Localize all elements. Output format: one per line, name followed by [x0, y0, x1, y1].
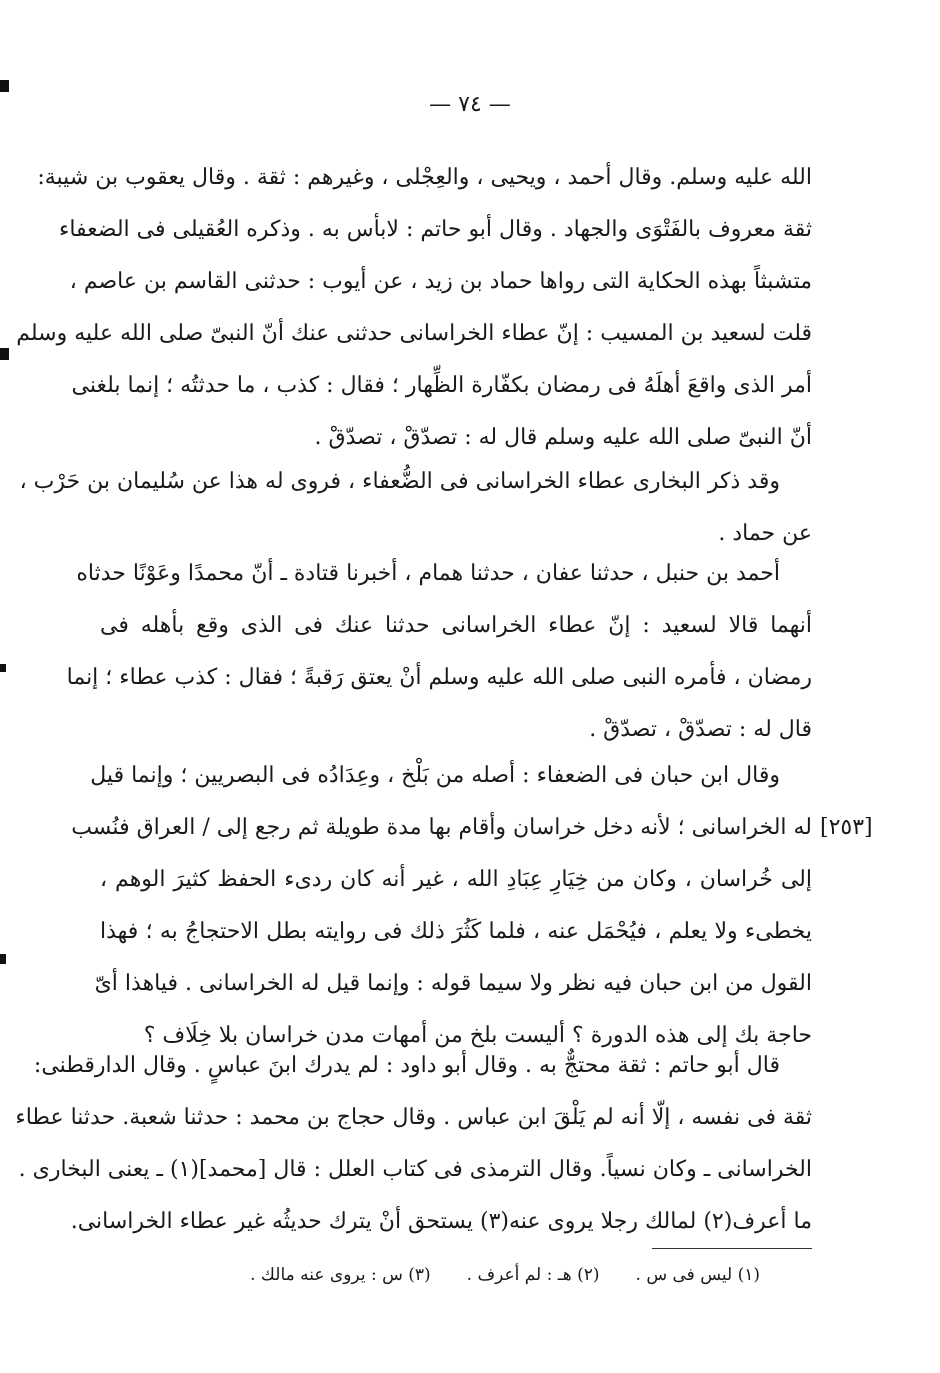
text-line: متشبثاً بهذه الحكاية التى رواها حماد بن زيد ، عن أيوب : حدثنى القاسم بن عاصم ، [69, 269, 812, 294]
text-line: قال له : تصدّقْ ، تصدّقْ . [589, 717, 812, 742]
text-line: قال أبو حاتم : ثقة محتجٌّ به . وقال أبو داود : لم يدرك ابنَ عباسٍ . وقال الدارقطنى: [33, 1053, 780, 1078]
text-line: له الخراسانى ؛ لأنه دخل خراسان وأقام بها مدة طويلة ثم رجع إلى / العراق فنُسب [71, 815, 812, 840]
text-line: أمر الذى واقعَ أهلَهُ فى رمضان بكفّارة الظِّهار ؛ فقال : كذب ، ما حدثتُه ؛ إنما بلغنى [71, 373, 812, 398]
page-number: — ٧٤ — [429, 92, 511, 117]
text-line: القول من ابن حبان فيه نظر ولا سيما قوله : وإنما قيل له الخراسانى . فياهذا أىّ [94, 971, 812, 996]
text-line: أنّ النبىّ صلى الله عليه وسلم قال له : تصدّقْ ، تصدّقْ . [314, 425, 812, 450]
scan-edge-mark [0, 348, 9, 360]
footnote-item: (١) ليس فى س . [635, 1265, 760, 1285]
footnote-divider [652, 1248, 812, 1249]
text-line: الخراسانى ـ وكان نسياً. وقال الترمذى فى كتاب العلل : قال [محمد](١) ـ يعنى البخارى . [18, 1157, 812, 1182]
text-line: ثقة معروف بالفَتْوَى والجهاد . وقال أبو حاتم : لابأس به . وذكره العُقيلى فى الضعفاء [58, 217, 812, 242]
paragraph-5 [15, 1040, 812, 1248]
footnotes [190, 1258, 760, 1292]
text-line: أنهما قالا لسعيد : إنّ عطاء الخراسانى حدثنا عنك فى الذى وقع بأهله فى [100, 613, 812, 638]
footnote-item: (٣) س : يروى عنه مالك . [250, 1265, 431, 1285]
text-line: حاجة بك إلى هذه الدورة ؟ أليست بلخ من أمهات مدن خراسان بلا خِلَاف ؟ [143, 1023, 812, 1048]
scan-edge-mark [0, 80, 9, 92]
margin-page-reference: [٢٥٣] [820, 815, 873, 840]
text-line: رمضان ، فأمره النبى صلى الله عليه وسلم أنْ يعتق رَقبةً ؛ فقال : كذب عطاء ؛ إنما [66, 665, 812, 690]
scan-edge-mark [0, 954, 6, 964]
text-line: قلت لسعيد بن المسيب : إنّ عطاء الخراسانى حدثنى عنك أنّ النبىّ صلى الله عليه وسلم [16, 321, 812, 346]
paragraph-1 [16, 152, 812, 464]
scan-edge-mark [0, 664, 6, 672]
text-line: ما أعرف(٢) لمالك رجلا يروى عنه(٣) يستحق أنْ يترك حديثُه غير عطاء الخراسانى. [70, 1209, 812, 1234]
paragraph-2 [19, 456, 812, 560]
paragraph-3 [66, 548, 812, 756]
text-line: يخطىء ولا يعلم ، فيُحْمَل عنه ، فلما كَثُرَ ذلك فى روايته بطل الاحتجاجُ به ؛ فهذا [100, 919, 812, 944]
paragraph-4 [71, 750, 812, 1062]
text-line: أحمد بن حنبل ، حدثنا عفان ، حدثنا همام ، أخبرنا قتادة ـ أنّ محمدًا وعَوْنًا حدثاه [76, 561, 780, 586]
text-line: وقد ذكر البخارى عطاء الخراسانى فى الضُّعفاء ، فروى له هذا عن سُليمان بن حَرْب ، [19, 469, 780, 494]
footnote-item: (٢) هـ : لم أعرف . [466, 1265, 600, 1285]
text-line: عن حماد . [718, 521, 812, 546]
text-line: ثقة فى نفسه ، إلّا أنه لم يَلْقَ ابن عباس . وقال حجاج بن محمد : حدثنا شعبة. حدثنا عطاء [15, 1105, 812, 1130]
text-line: وقال ابن حبان فى الضعفاء : أصله من بَلْخ ، وعِدَادُه فى البصريين ؛ وإنما قيل [90, 763, 780, 788]
text-line: الله عليه وسلم. وقال أحمد ، ويحيى ، والعِجْلى ، وغيرهم : ثقة . وقال يعقوب بن شيبة: [37, 165, 812, 190]
text-line: إلى خُراسان ، وكان من خِيَارِ عِبَادِ الله ، غير أنه كان ردىء الحفظ كثيرَ الوهم ، [100, 867, 812, 892]
